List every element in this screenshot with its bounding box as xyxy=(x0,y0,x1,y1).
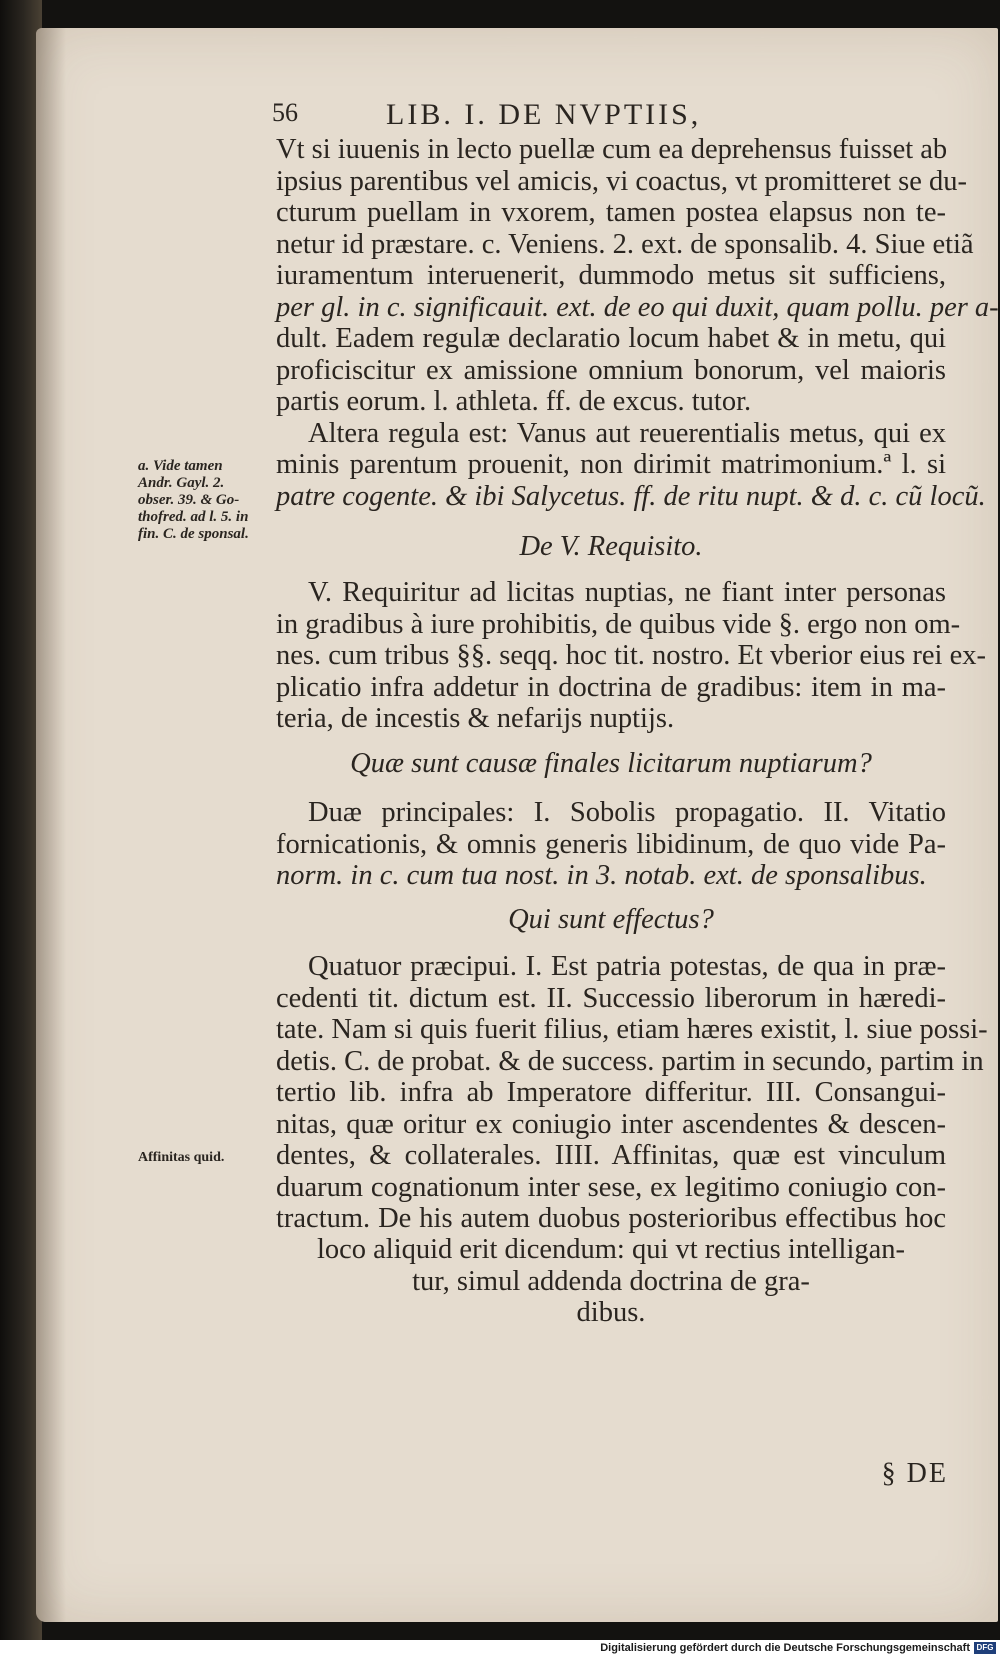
paragraph-block-1 xyxy=(276,134,999,512)
margin-note-line: obser. 39. & Go- xyxy=(138,492,240,508)
margin-note-a xyxy=(138,458,266,543)
text-line: duarum cognationum inter sese, ex legitimo coniugio con- xyxy=(276,1171,946,1203)
text-line: fornicationis, & omnis generis libidinum, de quo vide Pa- xyxy=(276,828,946,860)
text-line: norm. in c. cum tua nost. in 3. notab. ext. de sponsalibus. xyxy=(276,860,927,891)
text-line: Quatuor præcipui. I. Est patria potestas, de qua in præ- xyxy=(308,951,946,982)
text-line: dibus. xyxy=(576,1297,646,1328)
margin-note-affinitas: Affinitas quid. xyxy=(138,1150,225,1165)
running-title: LIB. I. DE NVPTIIS, xyxy=(386,98,702,131)
text-line: Vt si iuuenis in lecto puellæ cum ea deprehensus fuisset ab xyxy=(276,134,948,165)
text-line: in gradibus à iure prohibitis, de quibus vide §. ergo non om- xyxy=(276,608,961,640)
text-line: cturum puellam in vxorem, tamen postea elapsus non te- xyxy=(276,197,946,228)
paragraph-tail xyxy=(276,1234,946,1329)
text-line: minis parentum prouenit, non dirimit matrimonium.ª l. si xyxy=(276,449,946,480)
section-heading: De V. Requisito. xyxy=(519,531,703,562)
running-header xyxy=(272,98,952,136)
text-line: Altera regula est: Vanus aut reuerentialis metus, qui ex xyxy=(308,417,946,449)
footer-bar xyxy=(0,1640,1000,1656)
question-heading: Quæ sunt causæ finales licitarum nuptiarum? xyxy=(350,748,872,779)
margin-note-line: Andr. Gayl. 2. xyxy=(138,475,225,491)
text-line: tate. Nam si quis fuerit filius, etiam hæres existit, l. siue possi- xyxy=(276,1014,988,1045)
text-line: patre cogente. & ibi Salycetus. ff. de ritu nupt. & d. c. cũ locũ. xyxy=(276,480,986,512)
text-line: tur, simul addenda doctrina de gra- xyxy=(412,1265,810,1297)
text-line: nes. cum tribus §§. seqq. hoc tit. nostro. Et vberior eius rei ex- xyxy=(276,640,986,671)
margin-note-line: thofred. ad l. 5. in xyxy=(138,509,249,525)
text-line: teria, de incestis & nefarijs nuptijs. xyxy=(276,703,675,734)
text-line: tertio lib. infra ab Imperatore differitur. III. Consangui- xyxy=(276,1077,946,1108)
text-line: per gl. in c. significauit. ext. de eo qui duxit, quam pollu. per a- xyxy=(276,291,999,323)
page-gutter-shadow xyxy=(36,28,66,1622)
text-line: loco aliquid erit dicendum: qui vt rectius intelligan- xyxy=(316,1234,906,1265)
text-line: nitas, quæ oritur ex coniugio inter ascendentes & descen- xyxy=(276,1108,946,1140)
text-line: iuramentum interuenerit, dummodo metus sit sufficiens, xyxy=(276,260,946,291)
text-line: dult. Eadem regulæ declaratio locum habet & in metu, qui xyxy=(276,323,946,354)
text-line: detis. C. de probat. & de success. partim in secundo, partim in xyxy=(276,1045,984,1077)
text-line: V. Requiritur ad licitas nuptias, ne fiant inter personas xyxy=(308,577,946,608)
margin-note-line: a. Vide tamen xyxy=(138,458,223,474)
paragraph-block-4 xyxy=(276,951,988,1235)
catchword: § DE xyxy=(881,1458,948,1489)
text-line: proficiscitur ex amissione omnium bonorum, vel maioris xyxy=(276,354,946,386)
page-number: 56 xyxy=(272,98,298,127)
question-heading: Qui sunt effectus? xyxy=(508,904,714,935)
digitization-credit: Digitalisierung gefördert durch die Deutsche Forschungsgemeinschaft xyxy=(600,1642,970,1654)
margin-note-line: fin. C. de sponsal. xyxy=(138,526,249,542)
paragraph-block-2 xyxy=(276,577,986,735)
dfg-logo: DFG xyxy=(974,1642,996,1654)
text-line: plicatio infra addetur in doctrina de gradibus: item in ma- xyxy=(276,671,946,703)
text-line: cedenti tit. dictum est. II. Successio liberorum in hæredi- xyxy=(276,982,946,1014)
text-line: ipsius parentibus vel amicis, vi coactus, vt promitteret se du- xyxy=(276,165,967,197)
text-line: dentes, & collaterales. IIII. Affinitas, quæ est vinculum xyxy=(276,1140,946,1171)
text-line: tractum. De his autem duobus posterioribus effectibus hoc xyxy=(276,1203,946,1234)
text-line: partis eorum. l. athleta. ff. de excus. tutor. xyxy=(276,386,752,417)
text-line: netur id præstare. c. Veniens. 2. ext. de sponsalib. 4. Siue etiã xyxy=(276,228,974,260)
paragraph-block-3 xyxy=(276,797,946,892)
text-line: Duæ principales: I. Sobolis propagatio. II. Vitatio xyxy=(308,797,946,828)
